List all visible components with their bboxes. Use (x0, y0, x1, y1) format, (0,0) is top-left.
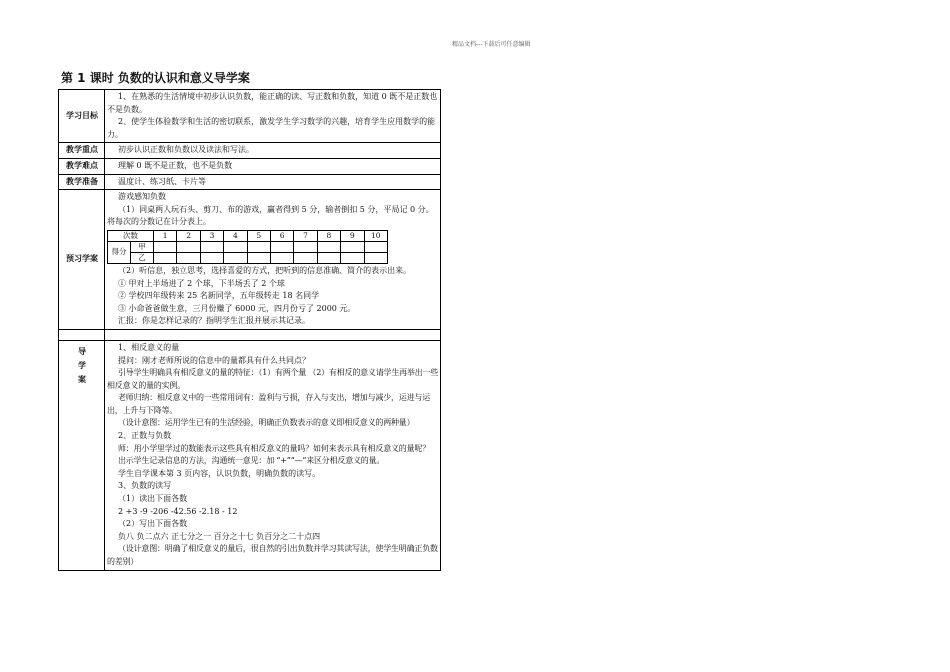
score-cell[interactable] (294, 241, 317, 252)
guide-line: （2）写出下面各数 (118, 519, 188, 529)
score-cell[interactable] (364, 241, 387, 252)
goals-row (59, 90, 441, 143)
score-col: 6 (270, 230, 293, 241)
spacer-row (59, 329, 441, 340)
guide-line: 引导学生明确具有相反意义的量的特征：（1）有两个量 （2）有相反的意义请学生再举出一些相反意义的量的实例。 (107, 368, 439, 390)
info-item: ② 学校四年级转来 25 名新同学，五年级转走 18 名同学 (118, 291, 320, 301)
score-col: 3 (200, 230, 223, 241)
guide-content (105, 340, 441, 570)
score-row-jia (108, 241, 388, 252)
info-item: ① 甲对上半场进了 2 个球，下半场丢了 2 个球 (118, 278, 285, 288)
info-item: ③ 小命爸爸做生意，三月份赚了 6000 元，四月份亏了 2000 元。 (118, 303, 356, 313)
guide-line: 负八 负二点六 正七分之一 百分之十七 负百分之二十点四 (118, 531, 321, 541)
score-header-row (108, 230, 388, 241)
key-point-label: 教学重点 (59, 143, 105, 159)
guide-label-char: 案 (78, 374, 86, 384)
spacer-cell (105, 329, 441, 340)
game-rule: （1）同桌两人玩石头、剪刀、布的游戏，赢者得到 5 分，输者倒扣 5 分，平局记 0 分。将每次的分数记在计分表上。 (107, 204, 434, 227)
score-col: 8 (317, 230, 340, 241)
difficulty-row (59, 158, 441, 174)
player-label: 乙 (131, 252, 154, 263)
prep-row (59, 174, 441, 190)
key-point-text: 初步认识正数和负数以及读法和写法。 (118, 145, 254, 155)
prep-content (105, 174, 441, 190)
preview-intro: 游戏感知负数 (118, 192, 166, 202)
guide-line: （设计意图：明确了相反意义的量后，很自然的引出负数并学习其读写法，使学生明确正负数的差别） (107, 544, 438, 566)
lesson-plan-table (58, 89, 441, 571)
score-cell[interactable] (224, 241, 247, 252)
guide-line: 3、负数的读写 (118, 481, 172, 491)
preview-content (105, 190, 441, 330)
score-cell[interactable] (317, 252, 340, 263)
score-cell[interactable] (270, 252, 293, 263)
guide-line: 提问：刚才老师所说的信息中的量都具有什么共同点？ (118, 355, 310, 365)
guide-line: 2、正数与负数 (118, 431, 172, 441)
goals-label: 学习目标 (59, 90, 105, 143)
score-cell[interactable] (154, 241, 177, 252)
preview-label: 预习学案 (59, 190, 105, 330)
score-cell[interactable] (177, 241, 200, 252)
score-col: 4 (224, 230, 247, 241)
difficulty-content (105, 158, 441, 174)
score-row-yi (108, 252, 388, 263)
spacer-cell (59, 329, 105, 340)
listen-task: （2）听信息，独立思考，选择喜爱的方式，把听到的信息准确、简介的表示出来。 (118, 265, 412, 275)
score-cell[interactable] (317, 241, 340, 252)
score-cell[interactable] (177, 252, 200, 263)
score-cell[interactable] (341, 241, 364, 252)
guide-label-char: 导 (78, 346, 86, 356)
difficulty-label: 教学难点 (59, 158, 105, 174)
difficulty-text: 理解 0 既不是正数，也不是负数 (118, 160, 233, 170)
score-group-label: 得分 (108, 241, 131, 263)
score-cell[interactable] (200, 241, 223, 252)
player-label: 甲 (131, 241, 154, 252)
guide-line: （1）读出下面各数 (118, 494, 188, 504)
guide-label (59, 340, 105, 570)
guide-line: （设计意图：运用学生已有的生活经验，明确正负数表示的意义即相反意义的两种量） (118, 418, 415, 428)
guide-line: 1、相反意义的量 (118, 342, 180, 352)
guide-line: 出示学生记录信息的方法，沟通统一意见：加 “+”“—”来区分相反意义的量。 (118, 456, 385, 466)
score-col: 2 (177, 230, 200, 241)
guide-line: 师：用小学里学过的数能表示这些具有相反意义的量吗？如何来表示具有相反意义的量呢？ (118, 443, 430, 453)
score-cell[interactable] (154, 252, 177, 263)
header-note: 精品文档---下载后可任意编辑 (452, 41, 531, 48)
report-line: 汇报：你是怎样记录的？指明学生汇报并展示其记录。 (118, 316, 310, 326)
key-point-content (105, 143, 441, 159)
goal-line: 1、在熟悉的生活情境中初步认识负数，能正确的读、写正数和负数，知道 0 既不是正数也不是负数。 (107, 92, 438, 114)
score-col: 10 (364, 230, 387, 241)
guide-row (59, 340, 441, 570)
score-cell[interactable] (247, 252, 270, 263)
score-table (107, 230, 388, 264)
score-header-label: 次数 (108, 230, 154, 241)
guide-label-char: 学 (78, 360, 86, 370)
score-cell[interactable] (247, 241, 270, 252)
page-title: 第 1 课时 负数的认识和意义导学案 (61, 71, 250, 85)
score-col: 7 (294, 230, 317, 241)
score-col: 1 (154, 230, 177, 241)
score-cell[interactable] (200, 252, 223, 263)
prep-label: 教学准备 (59, 174, 105, 190)
score-cell[interactable] (270, 241, 293, 252)
guide-line: 学生自学课本第 3 页内容，认识负数，明确负数的读写。 (118, 468, 321, 478)
key-point-row (59, 143, 441, 159)
guide-line: 老师归纳：相反意义中的一些常用词有：盈利与亏损，存入与支出，增加与减少，运进与运出，上升与下降等。 (107, 393, 430, 415)
prep-text: 温度计、练习纸、卡片等 (118, 176, 206, 186)
goals-content (105, 90, 441, 143)
score-cell[interactable] (294, 252, 317, 263)
score-cell[interactable] (341, 252, 364, 263)
score-col: 9 (341, 230, 364, 241)
score-cell[interactable] (224, 252, 247, 263)
score-col: 5 (247, 230, 270, 241)
guide-line: 2 +3 -9 -206 -42.56 -2.18 - 12 (118, 506, 238, 516)
preview-row (59, 190, 441, 330)
score-cell[interactable] (364, 252, 387, 263)
goal-line: 2、使学生体验数学和生活的密切联系，激发学生学习数学的兴趣，培育学生应用数学的能力。 (107, 117, 436, 139)
